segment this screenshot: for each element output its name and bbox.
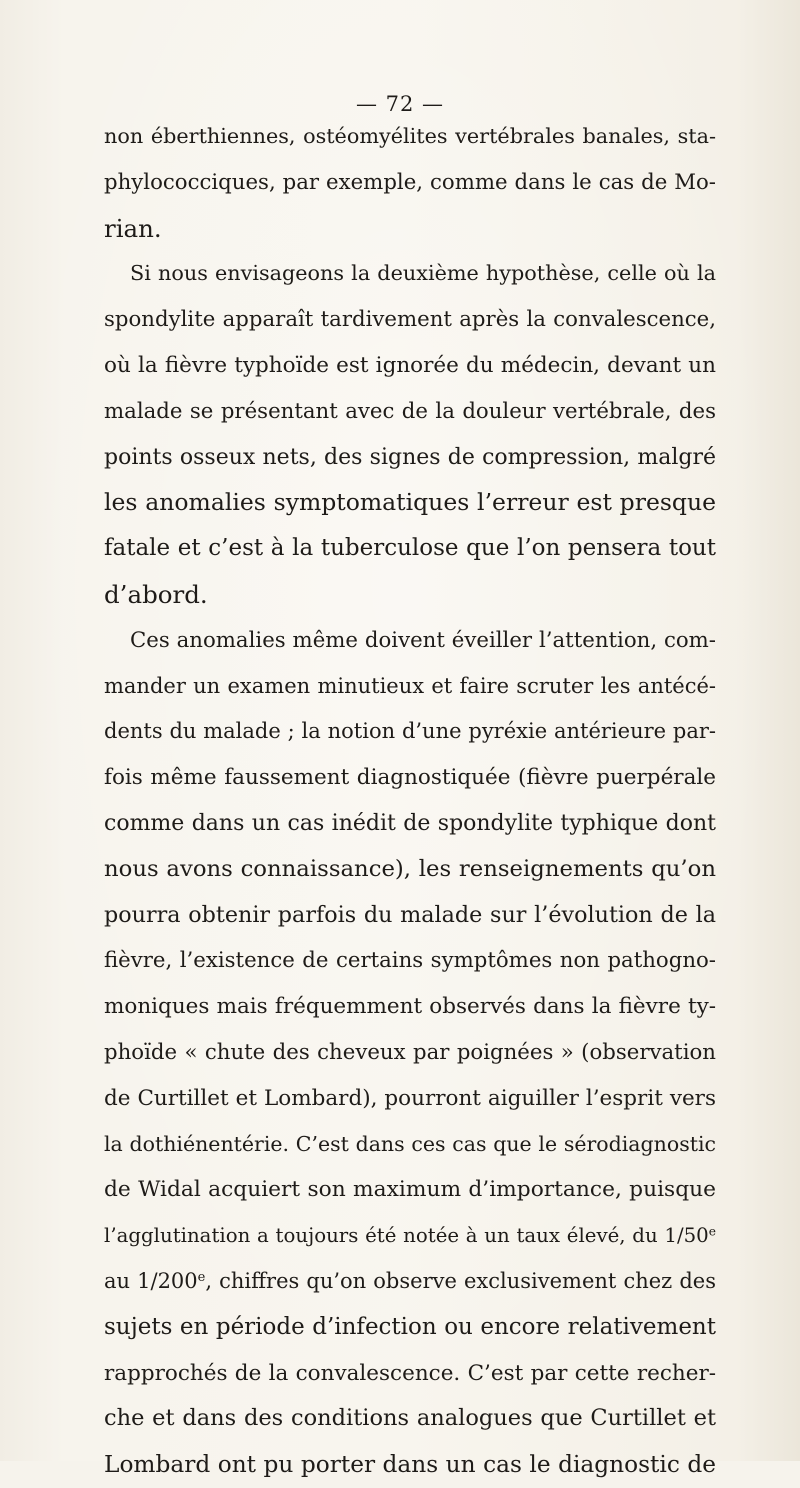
text-line: phylococciques, par exemple, comme dans le cas de Mo- <box>104 169 716 195</box>
text-line: fois même faussement diagnostiquée (fièvre puerpérale <box>104 765 716 791</box>
page-number: — 72 — <box>355 92 445 116</box>
text-line: rian. <box>104 213 162 243</box>
text-line: l’agglutination a toujours été notée à un taux élevé, du 1/50e <box>104 1224 716 1248</box>
text-line: Lombard ont pu porter dans un cas le diagnostic de <box>104 1451 716 1479</box>
text-line: les anomalies symptomatiques l’erreur est presque <box>104 488 716 517</box>
text-line: Si nous envisageons la deuxième hypothèse, celle où la <box>130 261 716 286</box>
text-line: fièvre, l’existence de certains symptômes non pathogno- <box>104 948 716 974</box>
text-line: sujets en période d’infection ou encore relativement <box>104 1313 716 1340</box>
text-line: fatale et c’est à la tuberculose que l’on pensera tout <box>104 535 716 562</box>
text-line: Ces anomalies même doivent éveiller l’attention, com- <box>130 627 716 653</box>
text-line: che et dans des conditions analogues que Curtillet et <box>104 1405 716 1432</box>
text-line: phoïde « chute des cheveux par poignées » (observation <box>104 1039 716 1065</box>
text-line: où la fièvre typhoïde est ignorée du médecin, devant un <box>104 352 716 378</box>
text-line: non éberthiennes, ostéomyélites vertébrales banales, sta- <box>104 124 716 148</box>
text-line: de Curtillet et Lombard), pourront aiguiller l’esprit vers <box>104 1085 716 1111</box>
text-line: dents du malade ; la notion d’une pyréxie antérieure par- <box>104 719 716 744</box>
body-text <box>104 114 716 1488</box>
text-line: la dothiénentérie. C’est dans ces cas que le sérodiagnostic <box>104 1131 716 1156</box>
text-line: de Widal acquiert son maximum d’importance, puisque <box>104 1177 716 1203</box>
text-line: au 1/200e, chiffres qu’on observe exclusivement chez des <box>104 1268 716 1293</box>
text-line: pourra obtenir parfois du malade sur l’évolution de la <box>104 901 716 928</box>
text-line: spondylite apparaît tardivement après la convalescence, <box>104 307 716 333</box>
text-line: mander un examen minutieux et faire scruter les antécé- <box>104 673 716 698</box>
text-line: comme dans un cas inédit de spondylite typhique dont <box>104 810 716 836</box>
text-line: moniques mais fréquemment observés dans la fièvre ty- <box>104 994 716 1020</box>
text-line: rapprochés de la convalescence. C’est par cette recher- <box>104 1360 716 1386</box>
text-line: points osseux nets, des signes de compression, malgré <box>104 444 716 470</box>
text-line: d’abord. <box>104 579 208 609</box>
text-line: nous avons connaissance), les renseignements qu’on <box>104 855 716 882</box>
text-line: malade se présentant avec de la douleur vertébrale, des <box>104 398 716 424</box>
